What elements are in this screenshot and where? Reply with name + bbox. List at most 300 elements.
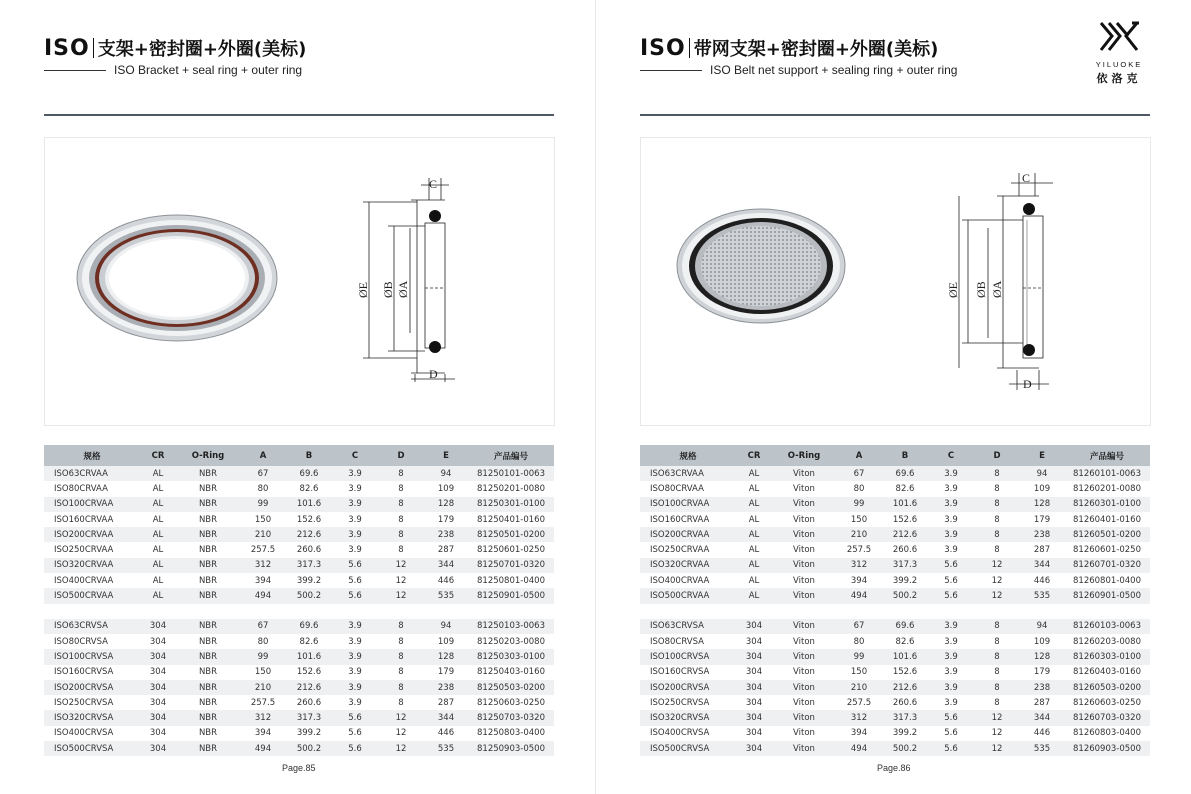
page-left [0, 0, 595, 794]
cell-d: 12 [378, 710, 424, 725]
cell-c: 3.9 [348, 636, 362, 647]
cell-b: 82.6 [299, 483, 319, 494]
cell-e: 94 [1020, 619, 1064, 634]
cell-product-code: 81260903-0500 [1064, 741, 1150, 756]
col-header-oring: O-Ring [176, 445, 240, 466]
page-number: Page.85 [282, 763, 316, 773]
cell-b: 317.3 [286, 710, 332, 725]
cell-product-code: 81260201-0080 [1073, 483, 1141, 494]
cell-e: 344 [424, 710, 468, 725]
cell-product-code: 81260303-0100 [1064, 649, 1150, 664]
cell-e: 535 [424, 588, 468, 603]
cell-spec: ISO250CRVSA [54, 697, 114, 708]
cell-e: 535 [1020, 741, 1064, 756]
cell-d: 8 [378, 619, 424, 634]
cell-c: 3.9 [928, 649, 974, 664]
cell-b: 212.6 [286, 527, 332, 542]
cell-cr: 304 [736, 619, 772, 634]
cell-e: 446 [1033, 728, 1051, 739]
cell-spec: ISO100CRVAA [640, 497, 736, 512]
header-rule [44, 114, 554, 116]
col-header-cr: CR [140, 445, 176, 466]
cell-c: 3.9 [348, 667, 362, 678]
cell-d: 12 [378, 588, 424, 603]
cell-e: 128 [424, 649, 468, 664]
cell-cr: AL [748, 575, 760, 586]
cell-oring: NBR [176, 710, 240, 725]
cell-c: 3.9 [332, 497, 378, 512]
cell-product-code: 81250601-0250 [477, 545, 545, 556]
subtitle-dash [44, 70, 106, 71]
cell-spec: ISO100CRVSA [640, 649, 736, 664]
cell-product-code: 81250201-0080 [477, 483, 545, 494]
cell-spec: ISO400CRVAA [650, 575, 710, 586]
cell-b: 152.6 [296, 667, 322, 678]
cell-d: 8 [974, 649, 1020, 664]
cell-spec: ISO320CRVSA [640, 710, 736, 725]
cell-c: 3.9 [332, 619, 378, 634]
cell-product-code: 81250703-0320 [468, 710, 554, 725]
cell-product-code: 81250301-0100 [468, 497, 554, 512]
dim-label-e: ØE [356, 282, 370, 298]
cell-spec: ISO320CRVAA [44, 558, 140, 573]
cell-c: 3.9 [348, 483, 362, 494]
cell-e: 109 [437, 636, 455, 647]
table-row [640, 710, 1150, 725]
page-title [640, 36, 938, 60]
cell-c: 3.9 [928, 527, 974, 542]
cell-spec: ISO500CRVAA [44, 588, 140, 603]
cell-c: 3.9 [332, 649, 378, 664]
table-row [44, 542, 554, 557]
cell-d: 12 [395, 575, 407, 586]
cell-b: 317.3 [286, 558, 332, 573]
cell-b: 399.2 [892, 575, 918, 586]
cell-oring: Viton [793, 545, 815, 556]
cell-oring: NBR [198, 483, 218, 494]
cell-c: 5.6 [332, 710, 378, 725]
cell-oring: NBR [198, 697, 218, 708]
cell-c: 3.9 [928, 466, 974, 481]
table-row [44, 649, 554, 664]
cell-oring: Viton [772, 619, 836, 634]
cell-d: 8 [994, 697, 1000, 708]
cell-cr: AL [736, 588, 772, 603]
table-row [44, 680, 554, 695]
cell-b: 152.6 [892, 514, 918, 525]
cell-cr: AL [736, 558, 772, 573]
cell-cr: AL [748, 545, 760, 556]
cell-b: 101.6 [286, 497, 332, 512]
cell-spec: ISO500CRVSA [640, 741, 736, 756]
cell-c: 3.9 [348, 545, 362, 556]
cell-spec: ISO200CRVAA [640, 527, 736, 542]
cell-e: 109 [437, 483, 455, 494]
cell-spec: ISO160CRVSA [650, 667, 710, 678]
cell-a: 80 [853, 636, 865, 647]
table-row [640, 573, 1150, 588]
cell-e: 94 [424, 619, 468, 634]
table-row [640, 588, 1150, 603]
cell-spec: ISO63CRVAA [640, 466, 736, 481]
cell-product-code: 81250801-0400 [477, 575, 545, 586]
cell-c: 3.9 [348, 697, 362, 708]
cell-e: 287 [437, 697, 455, 708]
title-iso: ISO [44, 35, 90, 61]
cell-oring: NBR [176, 680, 240, 695]
cell-spec: ISO80CRVSA [650, 636, 704, 647]
subtitle-dash [640, 70, 702, 71]
page-subtitle [44, 62, 302, 78]
cell-product-code: 81250203-0080 [477, 636, 545, 647]
table-row [640, 466, 1150, 481]
cell-a: 210 [240, 680, 286, 695]
cell-oring: NBR [198, 545, 218, 556]
table-row [640, 512, 1150, 527]
cell-oring: Viton [793, 514, 815, 525]
cell-a: 67 [836, 619, 882, 634]
cell-d: 8 [974, 619, 1020, 634]
cell-oring: Viton [772, 466, 836, 481]
cell-oring: NBR [176, 558, 240, 573]
cell-cr: 304 [736, 741, 772, 756]
table-row [640, 527, 1150, 542]
table-row [44, 558, 554, 573]
cell-a: 99 [240, 497, 286, 512]
table-row [640, 558, 1150, 573]
cell-cr: 304 [140, 710, 176, 725]
cell-spec: ISO250CRVAA [650, 545, 710, 556]
cell-product-code: 81250103-0063 [468, 619, 554, 634]
cell-cr: AL [152, 514, 164, 525]
cell-b: 82.6 [895, 483, 915, 494]
title-cn: 带网支架+密封圈+外圈(美标) [693, 39, 939, 60]
cell-a: 494 [836, 741, 882, 756]
table-row [44, 466, 554, 481]
cell-e: 128 [1020, 649, 1064, 664]
page-number: Page.86 [877, 763, 911, 773]
cell-product-code: 81250101-0063 [468, 466, 554, 481]
cell-oring: NBR [176, 466, 240, 481]
cell-spec: ISO63CRVSA [44, 619, 140, 634]
cell-a: 99 [836, 649, 882, 664]
cell-b: 260.6 [296, 545, 322, 556]
cell-d: 12 [991, 575, 1003, 586]
cell-a: 394 [254, 728, 272, 739]
mesh-ring-photo [677, 209, 845, 323]
cell-b: 212.6 [882, 527, 928, 542]
cell-cr: 304 [736, 649, 772, 664]
cell-b: 399.2 [296, 728, 322, 739]
cell-a: 394 [850, 575, 868, 586]
logo-chinese-name: 依洛克 [1096, 72, 1142, 85]
cell-b: 399.2 [296, 575, 322, 586]
cell-spec: ISO400CRVSA [650, 728, 710, 739]
cell-oring: Viton [772, 558, 836, 573]
cell-b: 500.2 [882, 588, 928, 603]
cell-a: 312 [836, 710, 882, 725]
dim-label-a: ØA [990, 280, 1004, 298]
product-drawing [45, 138, 554, 425]
cell-c: 3.9 [944, 636, 958, 647]
cell-d: 12 [395, 728, 407, 739]
cell-cr: 304 [745, 667, 763, 678]
cell-d: 8 [398, 514, 404, 525]
cell-cr: 304 [140, 741, 176, 756]
cell-oring: Viton [793, 728, 815, 739]
cell-product-code: 81260501-0200 [1064, 527, 1150, 542]
section-drawing [363, 178, 455, 382]
cell-d: 12 [974, 558, 1020, 573]
cell-b: 500.2 [882, 741, 928, 756]
cell-product-code: 81250901-0500 [468, 588, 554, 603]
table-row [44, 588, 554, 603]
cell-d: 8 [378, 466, 424, 481]
cell-c: 3.9 [928, 619, 974, 634]
cell-oring: Viton [793, 483, 815, 494]
cell-spec: ISO200CRVAA [44, 527, 140, 542]
col-header-a: A [836, 445, 882, 466]
cell-a: 312 [240, 710, 286, 725]
cell-a: 312 [836, 558, 882, 573]
cell-a: 150 [850, 667, 868, 678]
cell-cr: AL [140, 497, 176, 512]
cell-b: 152.6 [296, 514, 322, 525]
col-header-c: C [928, 445, 974, 466]
product-image-panel [44, 137, 555, 426]
table-row [44, 710, 554, 725]
cell-b: 152.6 [892, 667, 918, 678]
cell-b: 260.6 [892, 545, 918, 556]
cell-d: 12 [974, 710, 1020, 725]
cell-a: 312 [240, 558, 286, 573]
cell-c: 3.9 [928, 497, 974, 512]
cell-d: 12 [378, 558, 424, 573]
cell-b: 101.6 [286, 649, 332, 664]
spacer-cell [44, 604, 554, 619]
cell-c: 3.9 [944, 545, 958, 556]
cell-spec: ISO160CRVAA [54, 514, 114, 525]
col-header-d: D [974, 445, 1020, 466]
cell-a: 99 [836, 497, 882, 512]
cell-e: 179 [1033, 667, 1051, 678]
cell-cr: 304 [140, 619, 176, 634]
cell-b: 69.6 [882, 619, 928, 634]
cell-c: 5.6 [944, 575, 958, 586]
cell-cr: 304 [745, 697, 763, 708]
cell-c: 3.9 [332, 680, 378, 695]
cell-cr: AL [736, 527, 772, 542]
cell-product-code: 81260101-0063 [1064, 466, 1150, 481]
cell-e: 446 [437, 575, 455, 586]
cell-c: 5.6 [332, 558, 378, 573]
cell-d: 8 [378, 680, 424, 695]
cell-e: 344 [1020, 558, 1064, 573]
cell-product-code: 81250701-0320 [468, 558, 554, 573]
cell-cr: AL [736, 497, 772, 512]
table-row [44, 481, 554, 496]
cell-b: 260.6 [892, 697, 918, 708]
cell-d: 8 [378, 497, 424, 512]
cell-spec: ISO100CRVSA [44, 649, 140, 664]
cell-c: 5.6 [348, 728, 362, 739]
cell-spec: ISO160CRVSA [54, 667, 114, 678]
cell-spec: ISO400CRVSA [54, 728, 114, 739]
cell-product-code: 81260103-0063 [1064, 619, 1150, 634]
table-group-spacer [44, 604, 554, 619]
cell-a: 394 [850, 728, 868, 739]
cell-c: 3.9 [332, 466, 378, 481]
table-row [640, 695, 1150, 710]
page-right [596, 0, 1191, 794]
col-header-c: C [332, 445, 378, 466]
cell-spec: ISO80CRVAA [54, 483, 108, 494]
cell-a: 80 [853, 483, 865, 494]
cell-e: 287 [1033, 545, 1051, 556]
cell-e: 446 [1033, 575, 1051, 586]
table-row [44, 665, 554, 680]
cell-cr: AL [152, 483, 164, 494]
cell-spec: ISO500CRVAA [640, 588, 736, 603]
table-body [640, 466, 1150, 756]
cell-b: 399.2 [892, 728, 918, 739]
table-row [640, 726, 1150, 741]
cell-a: 67 [836, 466, 882, 481]
cell-oring: NBR [198, 514, 218, 525]
cell-b: 260.6 [296, 697, 322, 708]
cell-c: 3.9 [348, 514, 362, 525]
subtitle-en: ISO Bracket + seal ring + outer ring [114, 63, 303, 77]
cell-c: 5.6 [944, 728, 958, 739]
cell-spec: ISO500CRVSA [44, 741, 140, 756]
cell-d: 12 [974, 741, 1020, 756]
cell-oring: Viton [772, 527, 836, 542]
cell-cr: 304 [736, 710, 772, 725]
cell-c: 3.9 [944, 697, 958, 708]
cell-oring: NBR [176, 649, 240, 664]
col-header-product-code: 产品编号 [1064, 445, 1150, 466]
table-row [44, 573, 554, 588]
table-row [640, 481, 1150, 496]
table-row [640, 619, 1150, 634]
dim-label-b: ØB [974, 281, 988, 298]
cell-a: 257.5 [846, 545, 872, 556]
cell-product-code: 81250803-0400 [477, 728, 545, 739]
cell-oring: Viton [793, 697, 815, 708]
cell-e: 128 [1020, 497, 1064, 512]
cell-cr: 304 [745, 728, 763, 739]
cell-cr: 304 [149, 636, 167, 647]
cell-oring: NBR [198, 575, 218, 586]
cell-e: 128 [424, 497, 468, 512]
cell-cr: 304 [149, 697, 167, 708]
table-row [640, 497, 1150, 512]
cell-oring: Viton [772, 710, 836, 725]
dim-label-e: ØE [946, 282, 960, 298]
cell-e: 287 [437, 545, 455, 556]
cell-spec: ISO80CRVAA [650, 483, 704, 494]
cell-cr: AL [140, 466, 176, 481]
cell-cr: AL [140, 527, 176, 542]
table-group-spacer [640, 604, 1150, 619]
cell-spec: ISO200CRVSA [44, 680, 140, 695]
cell-d: 8 [398, 483, 404, 494]
table-row [44, 741, 554, 756]
cell-e: 344 [424, 558, 468, 573]
table-body [44, 466, 554, 756]
cell-cr: AL [736, 466, 772, 481]
cell-product-code: 81260203-0080 [1073, 636, 1141, 647]
cell-cr: AL [140, 558, 176, 573]
cell-b: 82.6 [895, 636, 915, 647]
cell-a: 150 [850, 514, 868, 525]
spec-table [640, 445, 1150, 756]
title-divider [689, 38, 690, 58]
cell-spec: ISO320CRVSA [44, 710, 140, 725]
cell-d: 8 [398, 697, 404, 708]
col-header-oring: O-Ring [772, 445, 836, 466]
cell-e: 535 [1020, 588, 1064, 603]
cell-a: 67 [240, 619, 286, 634]
cell-cr: 304 [149, 728, 167, 739]
cell-cr: AL [152, 575, 164, 586]
cell-oring: NBR [176, 527, 240, 542]
cell-a: 99 [240, 649, 286, 664]
cell-c: 3.9 [332, 527, 378, 542]
cell-a: 494 [240, 588, 286, 603]
cell-oring: Viton [793, 575, 815, 586]
cell-product-code: 81260503-0200 [1064, 680, 1150, 695]
cell-spec: ISO63CRVAA [44, 466, 140, 481]
dim-label-b: ØB [381, 281, 395, 298]
cell-d: 12 [991, 728, 1003, 739]
cell-e: 109 [1033, 483, 1051, 494]
table-header-row [640, 445, 1150, 466]
cell-spec: ISO320CRVAA [640, 558, 736, 573]
cell-product-code: 81260801-0400 [1073, 575, 1141, 586]
cell-e: 238 [424, 527, 468, 542]
col-header-product-code: 产品编号 [468, 445, 554, 466]
cell-spec: ISO250CRVSA [650, 697, 710, 708]
cell-e: 109 [1033, 636, 1051, 647]
cell-d: 8 [378, 527, 424, 542]
cell-spec: ISO200CRVSA [640, 680, 736, 695]
cell-oring: NBR [176, 619, 240, 634]
cell-d: 12 [974, 588, 1020, 603]
cell-cr: AL [748, 483, 760, 494]
cell-cr: AL [748, 514, 760, 525]
cell-a: 150 [254, 514, 272, 525]
cell-b: 69.6 [286, 466, 332, 481]
cell-cr: AL [152, 545, 164, 556]
cell-d: 12 [378, 741, 424, 756]
title-divider [93, 38, 94, 58]
cell-c: 5.6 [332, 588, 378, 603]
cell-cr: 304 [140, 680, 176, 695]
cell-product-code: 81260703-0320 [1064, 710, 1150, 725]
cell-spec: ISO80CRVSA [54, 636, 108, 647]
cell-oring: NBR [198, 636, 218, 647]
cell-c: 5.6 [928, 741, 974, 756]
cell-oring: Viton [793, 636, 815, 647]
cell-oring: Viton [772, 680, 836, 695]
cell-b: 82.6 [299, 636, 319, 647]
cell-product-code: 81260603-0250 [1073, 697, 1141, 708]
cell-c: 5.6 [348, 575, 362, 586]
cell-e: 344 [1020, 710, 1064, 725]
cell-a: 210 [240, 527, 286, 542]
cell-b: 212.6 [286, 680, 332, 695]
